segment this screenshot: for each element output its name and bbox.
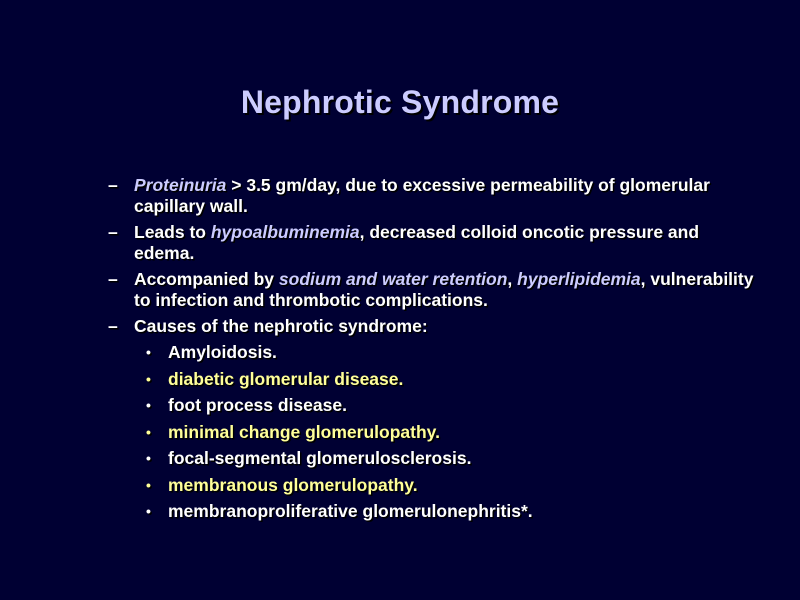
- cause-item: [142, 369, 758, 396]
- causes-list: [142, 342, 758, 528]
- item-text: Accompanied by: [134, 269, 279, 289]
- term-hypoalbuminemia: hypoalbuminemia: [210, 222, 360, 242]
- bullet-marker: •: [146, 370, 151, 387]
- bullet-marker: •: [146, 423, 151, 440]
- dash-marker: –: [108, 222, 118, 242]
- cause-text: Amyloidosis.: [168, 342, 277, 362]
- cause-item: [142, 395, 758, 422]
- cause-text: minimal change glomerulopathy.: [168, 421, 440, 442]
- item-text: ,: [507, 269, 518, 289]
- cause-text: focal-segmental glomerulosclerosis.: [168, 448, 472, 468]
- slide-content: [108, 175, 758, 528]
- cause-text: membranous glomerulopathy.: [168, 474, 418, 495]
- cause-item: [142, 422, 758, 449]
- term-sodium-water-retention: sodium and water retention: [278, 269, 508, 289]
- cause-item: [142, 475, 758, 502]
- bullet-marker: •: [146, 450, 151, 466]
- dash-marker: –: [108, 175, 118, 195]
- bullet-marker: •: [146, 503, 151, 519]
- bullet-marker: •: [146, 344, 151, 360]
- item-text: , decreased colloid oncotic pressure and edema.: [134, 222, 700, 263]
- cause-item: [142, 342, 758, 369]
- cause-text: membranoproliferative glomerulonephritis*.: [168, 501, 533, 521]
- term-proteinuria: Proteinuria: [134, 175, 227, 195]
- slide-title: Nephrotic Syndrome: [240, 84, 560, 120]
- cause-item: [142, 448, 758, 475]
- item-text: > 3.5 gm/day, due to excessive permeability of glomerular capillary wall.: [134, 175, 710, 216]
- item-text: , vulnerability to infection and thrombotic complications.: [134, 269, 754, 310]
- cause-item: [142, 501, 758, 528]
- dash-marker: –: [108, 316, 118, 336]
- cause-text: foot process disease.: [168, 395, 347, 415]
- dash-item-hypoalbuminemia: [108, 222, 758, 264]
- cause-text: diabetic glomerular disease.: [168, 368, 404, 389]
- bullet-marker: •: [146, 476, 151, 493]
- dash-item-accompanied: [108, 269, 758, 311]
- bullet-marker: •: [146, 397, 151, 413]
- dash-item-proteinuria: [108, 175, 758, 217]
- dash-item-causes: [108, 316, 758, 337]
- term-hyperlipidemia: hyperlipidemia: [517, 269, 641, 289]
- dash-marker: –: [108, 269, 118, 289]
- item-text: Leads to: [134, 222, 211, 242]
- item-text: Causes of the nephrotic syndrome:: [134, 316, 428, 336]
